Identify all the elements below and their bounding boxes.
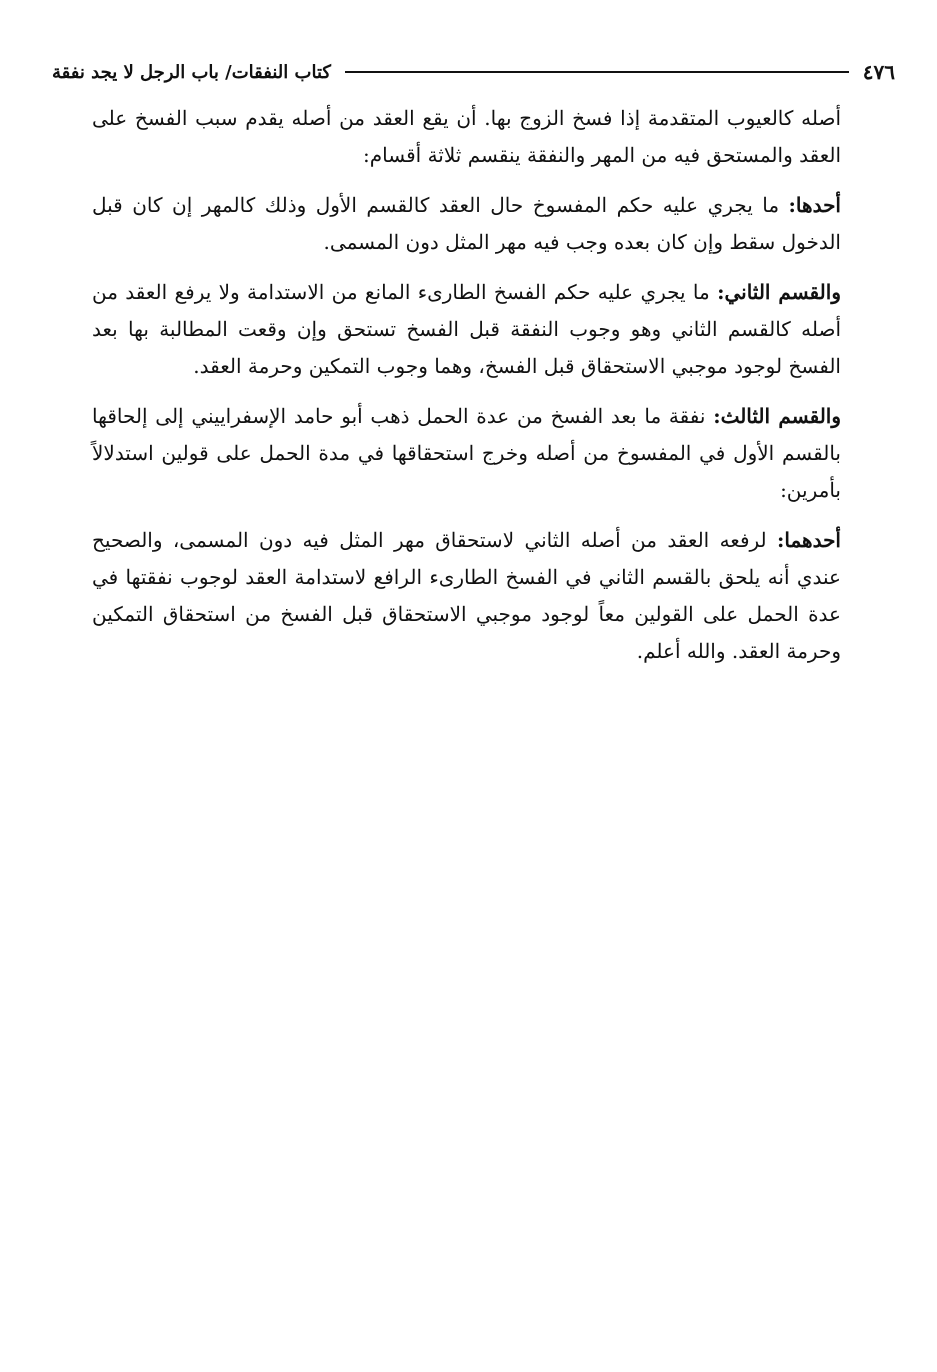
paragraph-text: ما يجري عليه حكم المفسوخ حال العقد كالقسم الأول وذلك كالمهر إن كان قبل الدخول سقط وإن كان بعده وجب فيه مهر المثل دون المسمى. [92, 193, 841, 254]
paragraph-first-reason [92, 522, 841, 670]
paragraph-third-division [92, 398, 841, 509]
page-number: ٤٧٦ [862, 60, 895, 84]
paragraph-lead: والقسم الثاني: [717, 280, 841, 304]
paragraph-lead: أحدها: [788, 193, 841, 217]
paragraph-lead: والقسم الثالث: [713, 404, 842, 428]
paragraph-first-division [92, 187, 841, 261]
paragraph-text: نفقة ما بعد الفسخ من عدة الحمل ذهب أبو حامد الإسفراييني إلى إلحاقها بالقسم الأول في المفسوخ من أصله وخرج استحقاقها في مدة الحمل على قولين استدلالاً بأمرين: [92, 404, 841, 502]
body-text [92, 100, 841, 683]
paragraph-text: أصله كالعيوب المتقدمة إذا فسخ الزوج بها. أن يقع العقد من أصله يقدم سبب الفسخ على العقد والمستحق فيه من المهر والنفقة ينقسم ثلاثة أقسام: [92, 106, 841, 167]
paragraph-text: لرفعه العقد من أصله الثاني لاستحقاق مهر المثل فيه دون المسمى، والصحيح عندي أنه يلحق بالقسم الثاني في الفسخ الطارىء الرافع لاستدامة العقد لوجوب نفقتها في عدة الحمل على القولين معاً لوجود موجبي الاستحقاق قبل الفسخ من استحقاق التمكين وحرمة العقد. والله أعلم. [92, 528, 841, 663]
paragraph-continuation [92, 100, 841, 174]
running-title: كتاب النفقات/ باب الرجل لا يجد نفقة [52, 61, 331, 83]
running-header [52, 56, 895, 88]
paragraph-text: ما يجري عليه حكم الفسخ الطارىء المانع من الاستدامة ولا يرفع العقد من أصله كالقسم الثاني وهو وجوب النفقة قبل الفسخ تستحق وإن وقعت المطالبة بها بعد الفسخ لوجود موجبي الاستحقاق قبل الفسخ، وهما وجوب التمكين وحرمة العقد. [92, 280, 841, 378]
header-rule [345, 71, 849, 73]
paragraph-second-division [92, 274, 841, 385]
paragraph-lead: أحدهما: [776, 528, 841, 552]
